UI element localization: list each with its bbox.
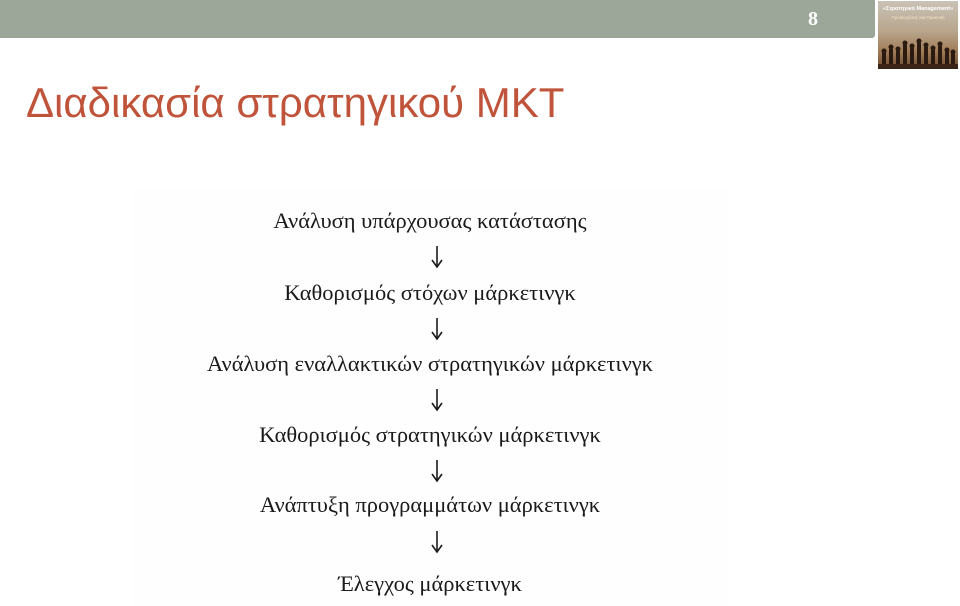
flow-step-4: Καθορισμός στρατηγικών μάρκετινγκ — [259, 422, 601, 447]
down-arrow-icon — [430, 530, 444, 554]
logo-title: «Στρατηγικό Management» — [882, 6, 954, 12]
flow-step-1: Ανάλυση υπάρχουσας κατάστασης — [273, 208, 587, 233]
flow-step-6: Έλεγχος μάρκετινγκ — [338, 571, 522, 596]
down-arrow-icon — [430, 388, 444, 412]
logo-subtitle: Προσεγγίσεις και Πρακτική — [891, 15, 945, 20]
slide-title: Διαδικασία στρατηγικού ΜΚΤ — [26, 79, 565, 126]
flow-step-2: Καθορισμός στόχων μάρκετινγκ — [284, 280, 576, 305]
flow-step-3: Ανάλυση εναλλακτικών στρατηγικών μάρκετινγκ — [206, 351, 654, 376]
chess-pieces-icon — [878, 1, 958, 69]
down-arrow-icon — [430, 245, 444, 269]
header-bar — [0, 0, 875, 38]
process-flow-diagram — [132, 188, 728, 606]
down-arrow-icon — [430, 317, 444, 341]
flow-step-5: Ανάπτυξη προγραμμάτων μάρκετινγκ — [259, 492, 601, 517]
page-number: 8 — [808, 8, 818, 30]
logo-image — [878, 1, 958, 69]
down-arrow-icon — [430, 459, 444, 483]
